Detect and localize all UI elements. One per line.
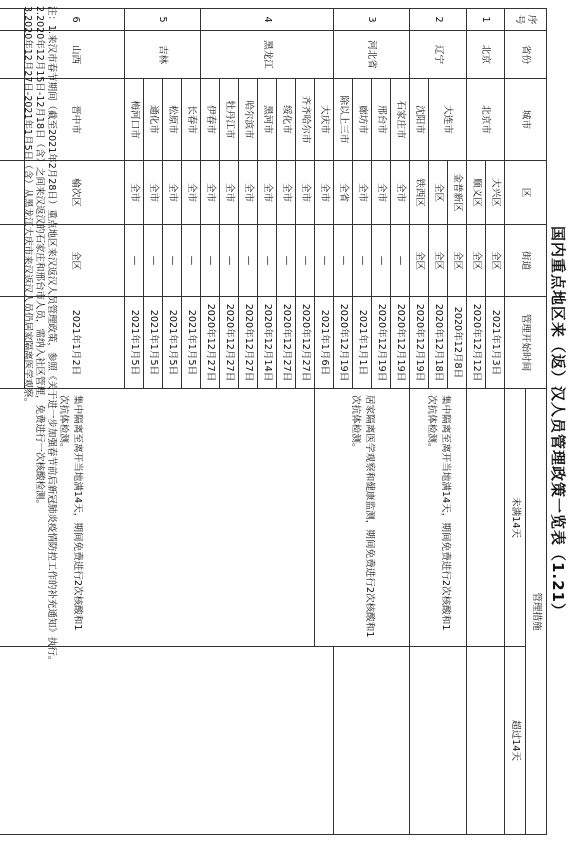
city-cell: 哈尔滨市 [239,79,258,161]
policy-table [0,8,547,835]
header-seq: 序号 [505,9,547,31]
province-cell: 辽宁 [410,31,467,79]
city-cell: 除以上三市 [334,79,353,161]
city-cell: 伊春市 [201,79,220,161]
start-cell: 2020年12月27日 [277,297,296,389]
seq-cell: 3 [334,9,410,31]
city-cell: 梅河口市 [125,79,144,161]
district-cell: 全市 [277,161,296,225]
province-cell: 山西 [25,31,125,79]
city-cell: 牡丹江市 [220,79,239,161]
street-cell: — [353,225,372,297]
header-city: 城市 [505,79,547,161]
province-cell: 北京 [467,31,505,79]
street-cell: — [201,225,220,297]
header-province: 省份 [505,31,547,79]
province-cell: 黑龙江 [201,31,334,79]
header-under14: 未满14天 [505,389,526,647]
district-cell: 顺义区 [467,161,486,225]
footnotes [21,6,57,836]
start-cell: 2020年12月19日 [391,297,410,389]
street-cell: — [334,225,353,297]
start-cell: 2020年12月14日 [258,297,277,389]
header-street: 街道 [505,225,547,297]
city-cell: 廊坊市 [353,79,372,161]
start-cell: 2020年12月27日 [201,297,220,389]
district-cell: 全市 [144,161,163,225]
district-cell: 金普新区 [448,161,467,225]
footnote-1: 注：1.来汉市春节期间（截至2021年2月28日）重点地区来汉返汉人员管理政策，参照《关于进一步加强春节前后新冠肺炎疫情防控工作的补充通知》执行。 [46,6,57,666]
district-cell: 大兴区 [486,161,505,225]
start-cell: 2021年1月1日 [353,297,372,389]
district-cell: 全市 [353,161,372,225]
footnote-3: 3.2020年12月27日-2021年1月5日（含）从黑龙江大庆市来汉返汉人员仍居家隔离医学观察。 [22,6,33,408]
start-cell: 2021年1月5日 [182,297,201,389]
street-cell: — [258,225,277,297]
measure-cell: 居家隔离医学观察和健康监测，期间免费进行2次核酸和1次抗体检测。 [315,389,410,647]
seq-cell: 2 [410,9,467,31]
measure-cell: 集中隔离至离开当地满14天，期间免费进行2次核酸和1次抗体检测。 [0,389,315,647]
start-cell: 2020年12月19日 [334,297,353,389]
street-cell: — [372,225,391,297]
city-cell: 绥化市 [277,79,296,161]
header-start: 管理开始时间 [505,297,547,389]
start-cell: 2020年12月27日 [239,297,258,389]
start-cell: 2020年12月27日 [220,297,239,389]
city-cell: 北京市 [467,79,505,161]
city-cell: 松原市 [163,79,182,161]
start-cell: 2020年12月19日 [410,297,429,389]
district-cell: 全市 [391,161,410,225]
city-cell: 大连市 [429,79,467,161]
start-cell: 2020年12月8日 [448,297,467,389]
district-cell: 全市 [201,161,220,225]
measure-cell [410,647,467,835]
start-cell: 2021年1月5日 [163,297,182,389]
district-cell: 铁西区 [410,161,429,225]
district-cell: 全市 [182,161,201,225]
city-cell: 石家庄市 [391,79,410,161]
start-cell: 2020年12月18日 [429,297,448,389]
street-cell: 全区 [429,225,448,297]
city-cell: 邢台市 [372,79,391,161]
street-cell: — [296,225,315,297]
header-measures: 管理措施 [526,389,547,835]
street-cell: 全区 [25,225,125,297]
page-title: 国内重点地区来（返）汉人员管理政策一览表（1.21） [549,225,567,619]
city-cell: 通化市 [144,79,163,161]
street-cell: 全区 [410,225,429,297]
footnote-2: 2.2020年12月15日-12月18日（含）之间来汉返汉的石家庄和邢台市人员，需纳入社区管理，免费进行一次核酸检测。 [34,6,45,510]
seq-cell: 4 [201,9,334,31]
start-cell: 2021年1月5日 [144,297,163,389]
street-cell: — [163,225,182,297]
street-cell: — [277,225,296,297]
seq-cell: 5 [125,9,201,31]
city-cell: 长春市 [182,79,201,161]
city-cell: 齐齐哈尔市 [296,79,315,161]
measure-cell [467,389,505,647]
district-cell: 全市 [372,161,391,225]
district-cell: 全市 [315,161,334,225]
start-cell: 2020年12月27日 [296,297,315,389]
city-cell: 大庆市 [315,79,334,161]
start-cell: 2021年1月5日 [125,297,144,389]
start-cell: 2021年1月3日 [486,297,505,389]
street-cell: — [220,225,239,297]
seq-cell: 1 [467,9,505,31]
street-cell: 全区 [448,225,467,297]
street-cell: 全区 [467,225,486,297]
city-cell: 晋中市 [25,79,125,161]
measure-cell [334,647,410,835]
start-cell: 2021年1月6日 [315,297,334,389]
seq-cell: 6 [25,9,125,31]
header-over14: 超过14天 [505,647,526,835]
start-cell: 2020年12月19日 [372,297,391,389]
header-district: 区 [505,161,547,225]
province-cell: 吉林 [125,31,201,79]
measure-cell [467,647,505,835]
street-cell: — [182,225,201,297]
district-cell: 全市 [296,161,315,225]
district-cell: 全市 [163,161,182,225]
start-cell: 2021年1月2日 [25,297,125,389]
street-cell: 全区 [486,225,505,297]
street-cell: — [144,225,163,297]
district-cell: 全市 [258,161,277,225]
district-cell: 全市 [239,161,258,225]
measure-cell: 集中隔离至离开当地满14天，期间免费进行2次核酸和1次抗体检测。 [410,389,467,647]
city-cell: 沈阳市 [410,79,429,161]
street-cell: — [239,225,258,297]
district-cell: 全区 [429,161,448,225]
city-cell: 黑河市 [258,79,277,161]
district-cell: 榆次区 [25,161,125,225]
district-cell: 全市 [125,161,144,225]
district-cell: 全市 [220,161,239,225]
district-cell: 全省 [334,161,353,225]
province-cell: 河北省 [334,31,410,79]
start-cell: 2020年12月12日 [467,297,486,389]
street-cell: — [125,225,144,297]
street-cell: — [315,225,334,297]
street-cell: — [391,225,410,297]
